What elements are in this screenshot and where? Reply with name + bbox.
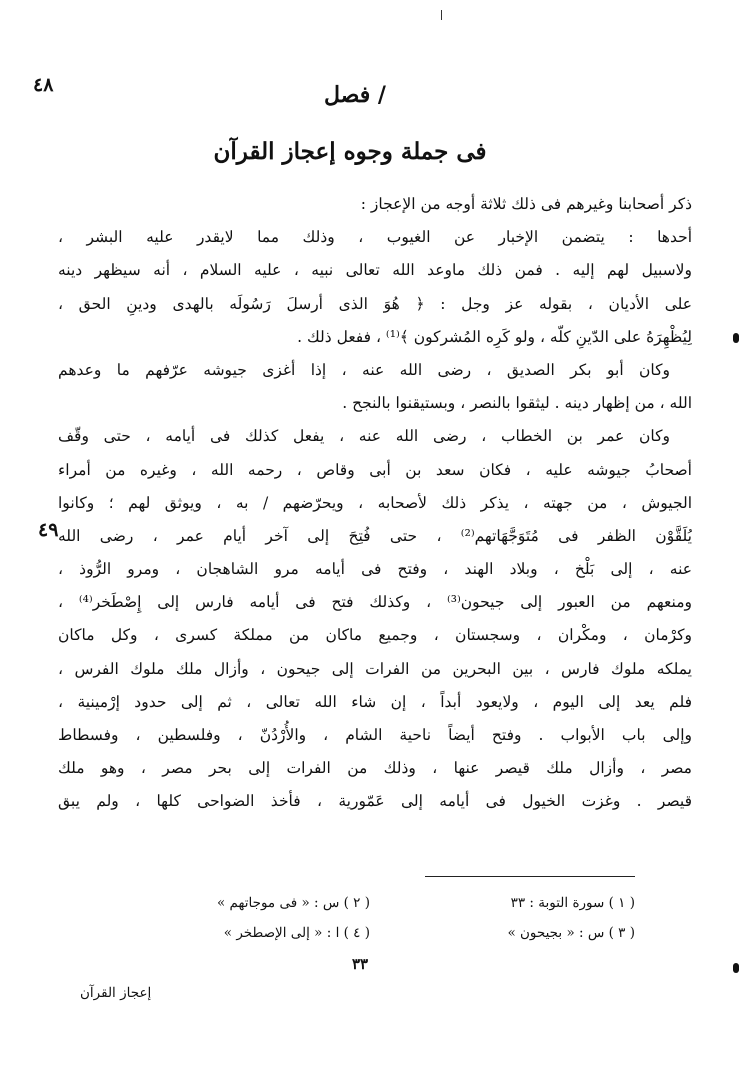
text-line: يملكه ملوك فارس ، بين البحرين من الفرات إلى جيحون ، وأزال ملك ملوك الفرس ، bbox=[58, 659, 692, 678]
text-line: الله ، من إظهار دينه . ليثقوا بالنصر ، وبستيقنوا بالنجح . bbox=[342, 394, 692, 413]
edge-mark-icon bbox=[733, 963, 739, 973]
text-line: أصحابُ جيوشه عليه ، فكان سعد بن أبى وقاص ، رحمه الله ، وغيره من أمراء bbox=[58, 460, 692, 479]
footnotes bbox=[150, 888, 635, 948]
body-text bbox=[58, 188, 692, 819]
text-line: ومنعهم من العبور إلى جيحون⁽³⁾ ، وكذلك فتح فى أيامه فارس إلى إِصْطَخر⁽⁴⁾ ، bbox=[58, 593, 692, 612]
footnote-4: ( ٤ ) ا : « إلى الإصطخر » bbox=[223, 925, 370, 941]
text-line: وكرْمان ، ومكْران ، وسجستان ، وجميع ماكان من مملكة كسرى ، وكل ماكان bbox=[58, 626, 692, 645]
footnote-2: ( ٢ ) س : « فى موجاتهم » bbox=[216, 895, 370, 911]
text-line: ولاسبيل لهم إليه . فمن ذلك ماوعد الله تعالى نبيه ، عليه السلام ، أنه سيظهر دينه bbox=[58, 261, 692, 280]
edge-mark-icon bbox=[733, 333, 739, 343]
text-line: أحدها : يتضمن الإخبار عن الغيوب ، وذلك مما لايقدر عليه البشر ، bbox=[58, 228, 692, 247]
text-line: وكان أبو بكر الصديق ، رضى الله عنه ، إذا أغزى جيوشه عرّفهم ما وعدهم bbox=[58, 360, 670, 379]
running-footer: إعجاز القرآن bbox=[80, 985, 152, 1001]
footnote-row bbox=[150, 918, 635, 948]
top-tick-mark bbox=[441, 10, 442, 20]
footnote-row bbox=[150, 888, 635, 918]
bottom-page-number: ٣٣ bbox=[351, 955, 369, 973]
text-line: الجيوش ، من جهته ، يذكر ذلك لأصحابه ، ويحرّضهم / به ، ويوثق لهم ؛ وكانوا bbox=[58, 493, 692, 512]
text-line: وإلى باب الأبواب . وفتح أيضاً ناحية الشام ، والأُرْدُنّ ، وفلسطين ، وفسطاط bbox=[58, 726, 692, 744]
text-line: لِيُظْهِرَهُ على الدّينِ كلّه ، ولو كَرِه المُشركون ﴾⁽¹⁾ ، ففعل ذلك . bbox=[297, 327, 692, 346]
text-line: عنه ، إلى بَلْخ ، وبلاد الهند ، وفتح فى أيامه مرو الشاهجان ، ومرو الرُّوذ ، bbox=[58, 560, 692, 579]
text-line: على الأديان ، بقوله عز وجل : ﴿ هُوَ الذى أرسلَ رَسُولَه بالهدى ودينِ الحق ، bbox=[58, 294, 692, 313]
text-line: وكان عمر بن الخطاب ، رضى الله عنه ، يفعل كذلك فى أيامه ، حتى وقّف bbox=[58, 427, 670, 446]
footnote-divider bbox=[425, 876, 635, 877]
chapter-title: فى جملة وجوه إعجاز القرآن bbox=[213, 138, 487, 165]
text-line: يُلَقَّوْن الظفر فى مُتَوَجَّهَاتهم⁽²⁾ ، حتى فُتِحَ إلى آخر أيام عمر ، رضى الله bbox=[58, 526, 692, 545]
section-heading: / فصل bbox=[324, 82, 386, 108]
footnote-3: ( ٣ ) س : « بجيحون » bbox=[507, 925, 635, 941]
text-line: ذكر أصحابنا وغيرهم فى ذلك ثلاثة أوجه من الإعجاز : bbox=[360, 195, 692, 213]
text-line: فلم يعد إلى اليوم ، ولايعود أبداً ، إن شاء الله تعالى ، ثم إلى حدود إرْمينية ، bbox=[58, 692, 692, 711]
page-number-margin: ٤٨ bbox=[33, 74, 54, 96]
text-line: مصر ، وأزال ملك قيصر عنها ، وذلك من الفرات إلى بحر مصر ، وهو ملك bbox=[58, 759, 692, 778]
margin-page-marker: ٤٩ bbox=[38, 519, 59, 541]
text-line: قيصر . وغزت الخيول فى أيامه إلى عَمّورية ، فأخذ الضواحى كلها ، ولم يبق bbox=[58, 792, 692, 811]
footnote-1: ( ١ ) سورة التوبة : ٣٣ bbox=[510, 895, 635, 911]
